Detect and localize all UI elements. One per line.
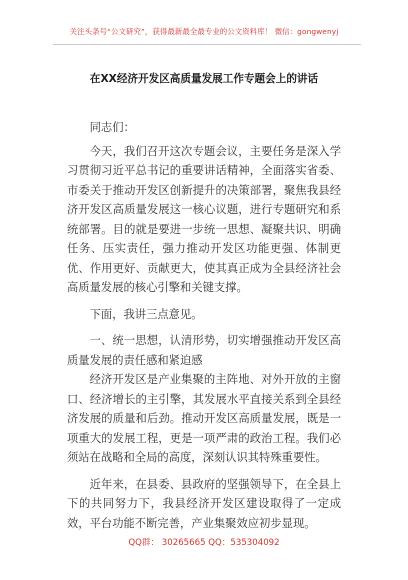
footer-notice: QQ群： 30265665 QQ：535304092 <box>128 538 280 548</box>
paragraph-outline: 下面，我讲三点意见。 <box>89 307 203 321</box>
paragraph-intro: 今天，我们召开这次专题会议，主要任务是深入学习贯彻习近平总书记的重要讲话精神，全面落实省委、市委关于推动开发区创新提升的决策部署，聚焦我县经济开发区高质量发展这一核心议题，进行专题研究和系统部署。目的就是要进一步统一思想、凝聚共识、明确任务、压实责任，强力推动开发区功能更强、体制更优、作用更好、贡献更大，使其真正成为全县经济社会高质量发展的核心引擎和关键支撑。 <box>67 144 341 294</box>
document-title: 在XX经济开发区高质量发展工作专题会上的讲话 <box>89 73 319 85</box>
paragraph-recent-progress: 近年来，在县委、县政府的坚强领导下，在全县上下的共同努力下，我县经济开发区建设取得了一定成效，平台功能不断完善，产业集聚效应初步显现。 <box>67 477 341 530</box>
document-body <box>67 118 341 532</box>
salutation: 同志们： <box>89 121 135 134</box>
section-heading-1: 一、统一思想，认清形势，切实增强推动开发区高质量发展的责任感和紧迫感 <box>67 334 341 367</box>
paragraph-section-1: 经济开发区是产业集聚的主阵地、对外开放的主窗口、经济增长的主引擎，其发展水平直接关系到全县经济发展的质量和后劲。推动开发区高质量发展，既是一项重大的发展工程，更是一项严肃的政治工程。我们必须站在战略和全局的高度，深刻认识其特殊重要性。 <box>67 373 341 464</box>
header-notice: 关注头条号“公文研究”，获得最新最全最专业的公文资料库！ 微信：gongwenyj <box>69 27 339 36</box>
